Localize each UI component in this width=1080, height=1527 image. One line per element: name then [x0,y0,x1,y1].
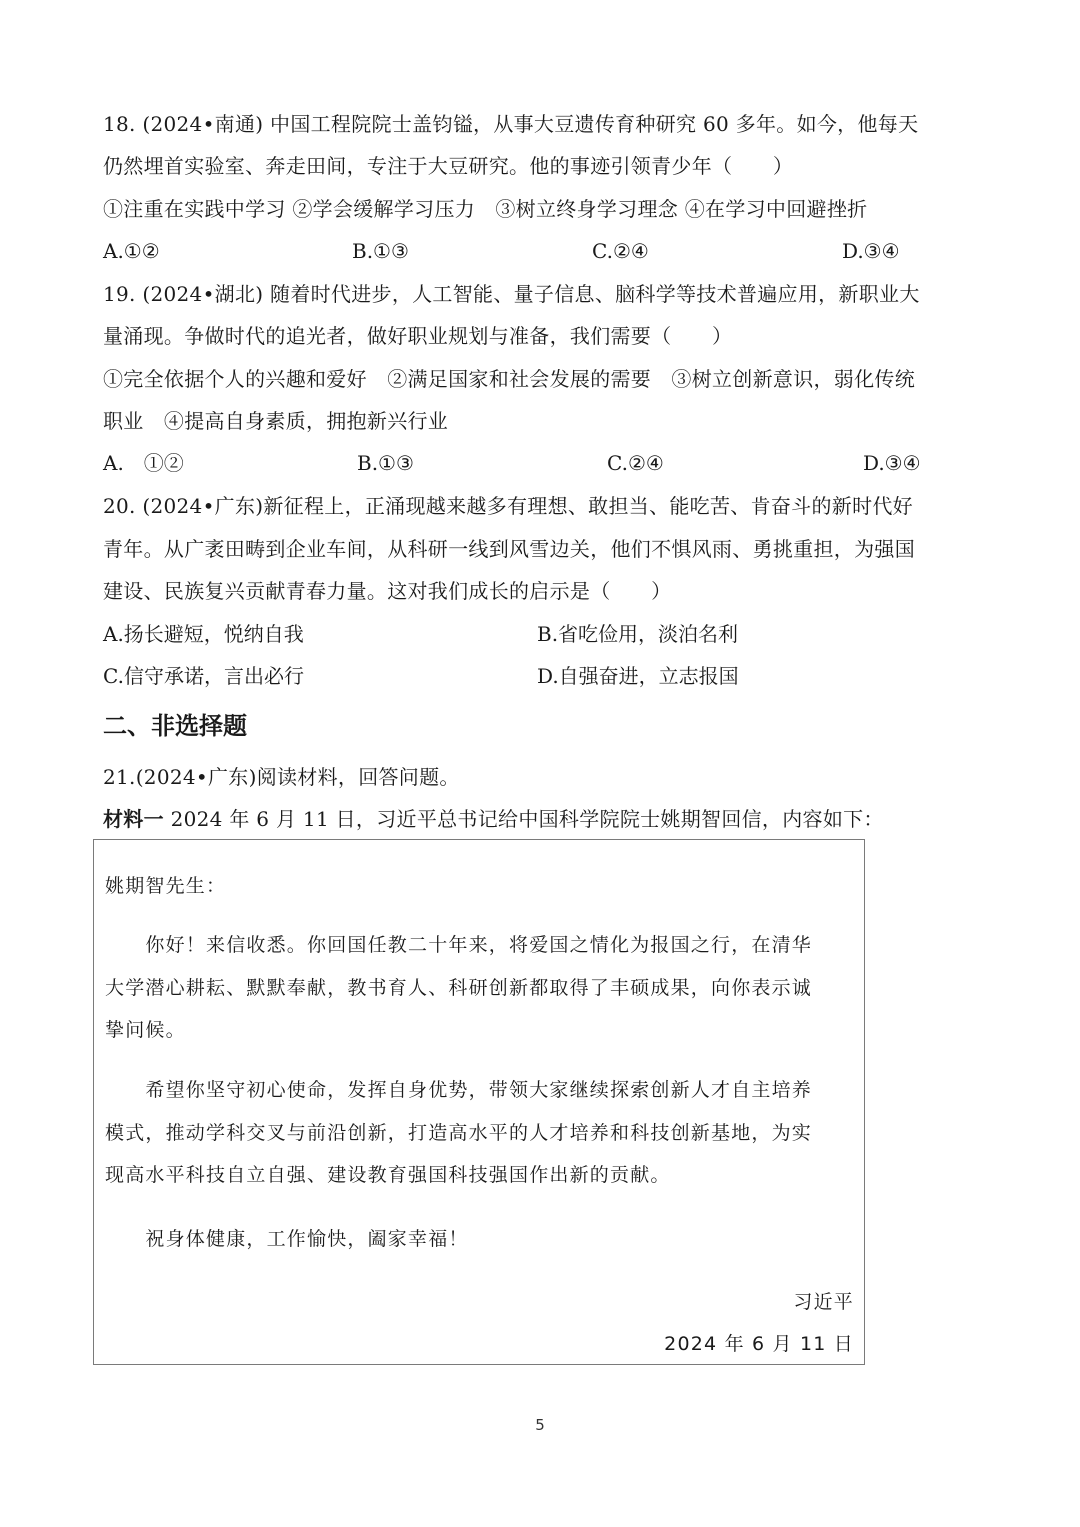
q21-stem: 21.(2024•广东)阅读材料，回答问题。 [103,765,460,789]
letter-date: 2024 年 6 月 11 日 [664,1333,854,1355]
letter-paragraph-2-line-1: 希望你坚守初心使命，发挥自身优势，带领大家继续探索创新人才自主培养 [105,1079,813,1101]
letter-paragraph-2-line-2: 模式，推动学科交叉与前沿创新，打造高水平的人才培养和科技创新基地，为实 [105,1122,813,1144]
q20-stem-line-2: 青年。从广袤田畴到企业车间，从科研一线到风雪边关，他们不惧风雨、勇挑重担，为强国 [103,537,915,561]
q20-stem-line-3: 建设、民族复兴贡献青春力量。这对我们成长的启示是（ ） [103,579,672,603]
q19-stem-line-2: 量涌现。争做时代的追光者，做好职业规划与准备，我们需要（ ） [103,324,733,348]
q19-option-d: D.③④ [863,451,921,475]
page-number: 5 [535,1416,545,1434]
q20-option-d: D.自强奋进，立志报国 [537,664,739,688]
material-intro-text: 2024 年 6 月 11 日，习近平总书记给中国科学院院士姚期智回信，内容如下： [163,807,884,831]
material-label: 材料一 [103,807,164,831]
q18-option-c: C.②④ [592,239,649,263]
letter-signature: 习近平 [793,1291,854,1313]
q19-statements-line-1: ①完全依据个人的兴趣和爱好 ②满足国家和社会发展的需要 ③树立创新意识，弱化传统 [103,367,915,391]
q20-option-b: B.省吃俭用，淡泊名利 [537,622,739,646]
letter-paragraph-1-line-2: 大学潜心耕耘、默默奉献，教书育人、科研创新都取得了丰硕成果，向你表示诚 [105,977,813,999]
q21-material-intro [103,805,884,833]
letter-salutation: 姚期智先生： [105,875,227,897]
q19-option-b: B.①③ [357,451,414,475]
letter-box [93,839,865,1365]
q19-statements-line-2: 职业 ④提高自身素质，拥抱新兴行业 [103,409,449,433]
q20-stem-line-1: 20. (2024•广东)新征程上，正涌现越来越多有理想、敢担当、能吃苦、肯奋斗的新时代好 [103,494,913,518]
q18-option-a: A.①② [103,239,160,263]
q18-option-b: B.①③ [352,239,409,263]
letter-paragraph-2-line-3: 现高水平科技自立自强、建设教育强国科技强国作出新的贡献。 [105,1164,671,1186]
q20-option-a: A.扬长避短，悦纳自我 [103,622,304,646]
q18-stem-line-2: 仍然埋首实验室、奔走田间，专注于大豆研究。他的事迹引领青少年（ ） [103,154,794,178]
letter-paragraph-1-line-1: 你好！来信收悉。你回国任教二十年来，将爱国之情化为报国之行，在清华 [105,934,813,956]
letter-closing: 祝身体健康，工作愉快，阖家幸福！ [105,1228,469,1250]
q19-option-a: A. ①② [103,451,184,475]
q18-statements: ①注重在实践中学习 ②学会缓解学习压力 ③树立终身学习理念 ④在学习中回避挫折 [103,197,868,221]
q18-stem-line-1: 18. (2024•南通) 中国工程院院士盖钧镒，从事大豆遗传育种研究 60 多年。如今，他每天 [103,112,919,136]
q18-option-d: D.③④ [842,239,900,263]
q19-option-c: C.②④ [607,451,664,475]
section-title: 二、非选择题 [103,712,247,740]
q19-stem-line-1: 19. (2024•湖北) 随着时代进步，人工智能、量子信息、脑科学等技术普遍应用，新职业大 [103,282,920,306]
letter-paragraph-1-line-3: 挚问候。 [105,1019,186,1041]
q20-option-c: C.信守承诺，言出必行 [103,664,304,688]
